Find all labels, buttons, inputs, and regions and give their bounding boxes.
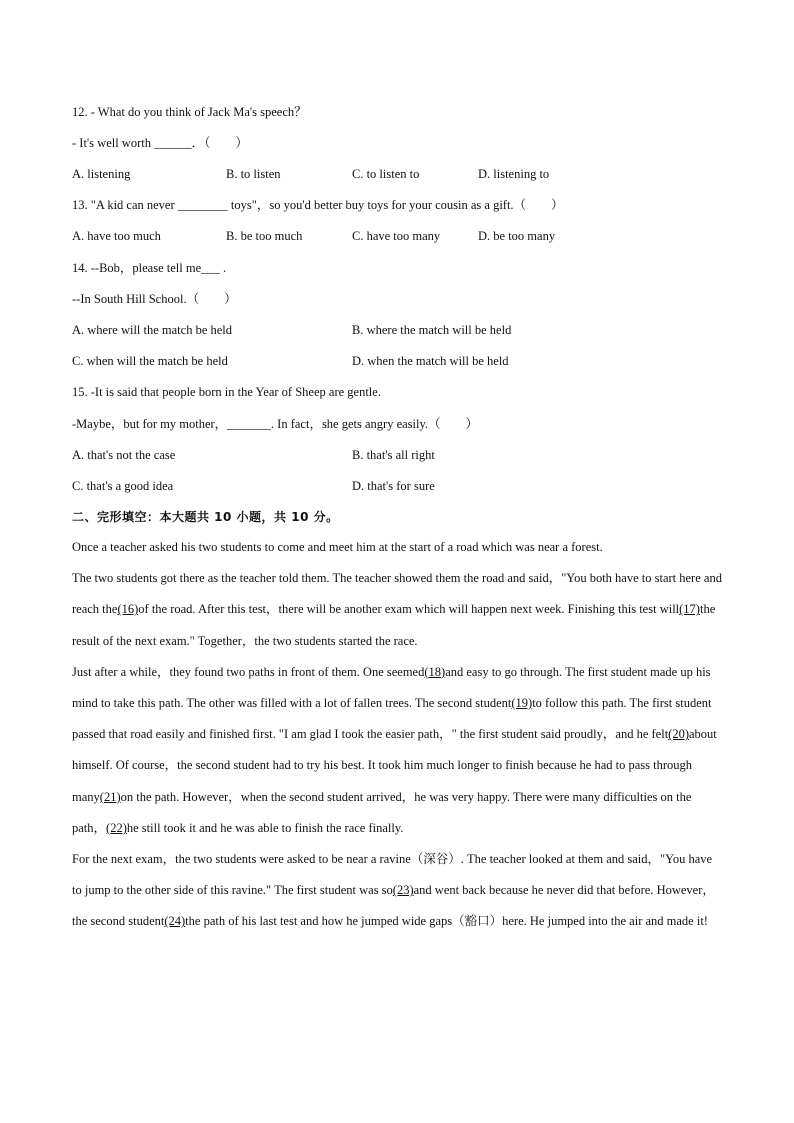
question-12-option-b: B. to listen bbox=[226, 167, 281, 181]
blank-20: (20) bbox=[668, 727, 689, 742]
question-12-option-a: A. listening bbox=[72, 167, 131, 181]
blank-23: (23) bbox=[392, 883, 414, 898]
blank-17: (17) bbox=[679, 602, 700, 617]
question-13-option-b: B. be too much bbox=[226, 229, 303, 243]
cloze-passage bbox=[72, 532, 722, 938]
question-14-option-b: B. where the match will be held bbox=[352, 323, 512, 337]
blank-19: (19) bbox=[511, 696, 533, 711]
passage-paragraph-4: For the next exam，the two students were asked to be near a ravine（深谷）. The teacher looked at them and said，"You have to jump to the other side of this ravine." The first student was so(23)and went back because he never did that before. However，the second student(24)the path of his last test and how he jumped wide gaps（豁口）here. He jumped into the air and made it! bbox=[72, 852, 715, 929]
blank-24: (24) bbox=[164, 914, 186, 929]
blank-16: (16) bbox=[117, 602, 139, 617]
passage-paragraph-3: Just after a while，they found two paths in front of them. One seemed(18)and easy to go through. The first student made up his mind to take this path. The other was filled with a lot of fallen trees. The second student(19)to follow this path. The first student passed that road easily and finished first. "I am glad I took the easier path，" the first student said proudly，and he felt(20)about himself. Of course，the second student had to try his best. It took him much longer to finish because he had to pass through many(21)on the path. However，when the second student arrived，he was very happy. There were many difficulties on the path，(22)he still took it and he was able to finish the race finally. bbox=[72, 664, 717, 835]
question-12-option-c: C. to listen to bbox=[352, 167, 420, 181]
question-14-stem-reply: --In South Hill School.（ ） bbox=[72, 292, 237, 306]
question-15-option-b: B. that's all right bbox=[352, 448, 435, 462]
blank-21: (21) bbox=[99, 789, 121, 804]
question-14-option-c: C. when will the match be held bbox=[72, 354, 228, 368]
question-15-option-d: D. that's for sure bbox=[352, 479, 435, 493]
blank-18: (18) bbox=[424, 664, 446, 679]
question-14-option-d: D. when the match will be held bbox=[352, 354, 509, 368]
question-15-stem-reply: -Maybe，but for my mother，_______. In fact，she gets angry easily.（ ） bbox=[72, 417, 479, 431]
question-13-option-c: C. have too many bbox=[352, 229, 441, 243]
section-2-heading: 二、完形填空：本大题共 10 小题，共 10 分。 bbox=[72, 510, 339, 524]
question-12-stem: 12. - What do you think of Jack Ma's speech？ bbox=[72, 105, 307, 119]
question-13-option-a: A. have too much bbox=[72, 229, 161, 243]
question-12-stem-reply: - It's well worth ______．（ ） bbox=[72, 136, 248, 150]
passage-paragraph-2: The two students got there as the teacher told them. The teacher showed them the road and said，"You both have to start here and reach the(16)of the road. After this test，there will be another exam which will happen next week. Finishing this test will(17)the result of the next exam." Together，the two students started the race. bbox=[72, 571, 722, 648]
question-13-stem: 13. "A kid can never ________ toys"，so you'd better buy toys for your cousin as a gift.（ ） bbox=[72, 198, 564, 212]
question-13-option-d: D. be too many bbox=[478, 229, 556, 243]
blank-22: (22) bbox=[106, 820, 127, 835]
question-15-option-a: A. that's not the case bbox=[72, 448, 176, 462]
question-15-stem: 15. -It is said that people born in the Year of Sheep are gentle. bbox=[72, 385, 381, 399]
question-12-option-d: D. listening to bbox=[478, 167, 550, 181]
question-15-option-c: C. that's a good idea bbox=[72, 479, 174, 493]
passage-paragraph-1: Once a teacher asked his two students to come and meet him at the start of a road which was near a forest. bbox=[72, 540, 603, 554]
question-14-stem: 14. --Bob，please tell me___ . bbox=[72, 261, 227, 275]
question-14-option-a: A. where will the match be held bbox=[72, 323, 233, 337]
